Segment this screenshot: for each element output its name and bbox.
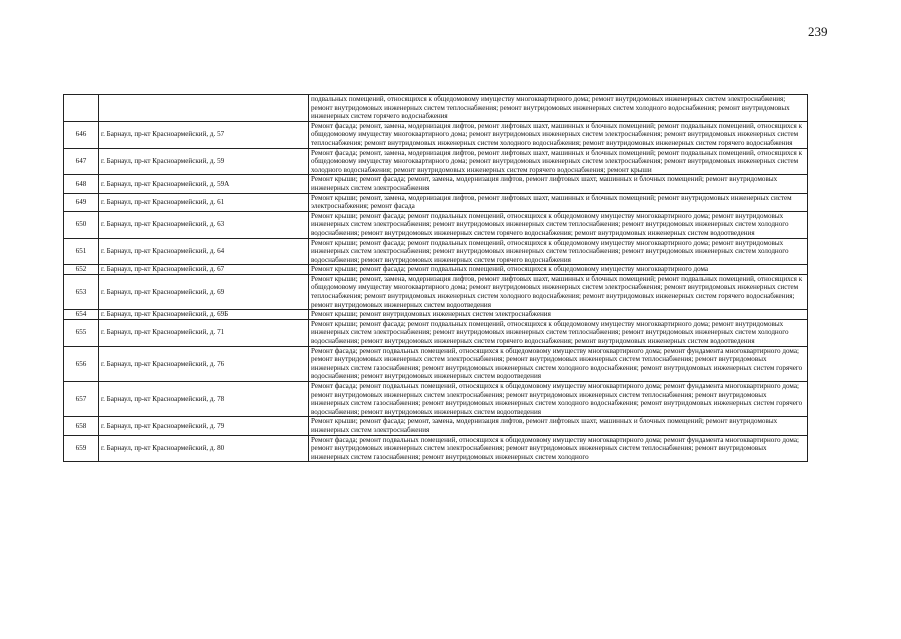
- row-address: [99, 95, 309, 122]
- row-address: г. Барнаул, пр-кт Красноармейский, д. 71: [99, 319, 309, 346]
- row-works: Ремонт фасада; ремонт подвальных помещений, относящихся к общедомовому имуществу многоквартирного дома; ремонт фундамента многоквартирного дома; ремонт внутридомовых инженерных систем электроснабжения; ремонт внутридомовых инженерных систем теплоснабжения; ремонт внутридомовых инженерных систем газоснабжения; ремонт внутридомовых инженерных систем холодного: [309, 435, 808, 462]
- table-row: [64, 265, 808, 275]
- row-number: 648: [64, 175, 99, 193]
- row-number: 651: [64, 238, 99, 265]
- row-number: 653: [64, 274, 99, 309]
- row-address: г. Барнаул, пр-кт Красноармейский, д. 61: [99, 193, 309, 211]
- row-works: Ремонт фасада; ремонт, замена, модернизация лифтов, ремонт лифтовых шахт, машинных и блочных помещений; ремонт подвальных помещений, относящихся к общедомовому имуществу многоквартирного дома; ремонт внутридомовых инженерных систем электроснабжения; ремонт внутридомовых инженерных систем теплоснабжения; ремонт внутридомовых инженерных систем холодного водоснабжения; ремонт внутридомовых инженерных систем горячего водоснабжения: [309, 121, 808, 148]
- row-number: 650: [64, 211, 99, 238]
- row-works: Ремонт крыши; ремонт фасада; ремонт подвальных помещений, относящихся к общедомовому имуществу многоквартирного дома: [309, 265, 808, 275]
- row-address: г. Барнаул, пр-кт Красноармейский, д. 64: [99, 238, 309, 265]
- row-works: Ремонт крыши; ремонт фасада; ремонт подвальных помещений, относящихся к общедомовому имуществу многоквартирного дома; ремонт внутридомовых инженерных систем электроснабжения; ремонт внутридомовых инженерных систем теплоснабжения; ремонт внутридомовых инженерных систем холодного водоснабжения; ремонт внутридомовых инженерных систем горячего водоснабжения; ремонт внутридомовых инженерных систем водоотведения: [309, 319, 808, 346]
- row-works: Ремонт крыши; ремонт фасада; ремонт подвальных помещений, относящихся к общедомовому имуществу многоквартирного дома; ремонт внутридомовых инженерных систем электроснабжения; ремонт внутридомовых инженерных систем теплоснабжения; ремонт внутридомовых инженерных систем холодного водоснабжения; ремонт внутридомовых инженерных систем горячего водоснабжения; ремонт внутридомовых инженерных систем водоотведения: [309, 211, 808, 238]
- row-address: г. Барнаул, пр-кт Красноармейский, д. 59А: [99, 175, 309, 193]
- row-works: Ремонт крыши; ремонт фасада; ремонт, замена, модернизация лифтов, ремонт лифтовых шахт, машинных и блочных помещений; ремонт внутридомовых инженерных систем электроснабжения: [309, 175, 808, 193]
- row-works: Ремонт крыши; ремонт фасада; ремонт подвальных помещений, относящихся к общедомовому имуществу многоквартирного дома; ремонт внутридомовых инженерных систем электроснабжения; ремонт внутридомовых инженерных систем теплоснабжения; ремонт внутридомовых инженерных систем холодного водоснабжения; ремонт внутридомовых инженерных систем горячего водоснабжения: [309, 238, 808, 265]
- table-row: [64, 95, 808, 122]
- table-row: [64, 319, 808, 346]
- row-number: 657: [64, 382, 99, 417]
- table-row: [64, 121, 808, 148]
- table-row: [64, 310, 808, 320]
- row-number: 646: [64, 121, 99, 148]
- table-row: [64, 148, 808, 175]
- row-address: г. Барнаул, пр-кт Красноармейский, д. 79: [99, 417, 309, 435]
- row-number: 652: [64, 265, 99, 275]
- table-row: [64, 238, 808, 265]
- row-works: Ремонт фасада; ремонт подвальных помещений, относящихся к общедомовому имуществу многоквартирного дома; ремонт фундамента многоквартирного дома; ремонт внутридомовых инженерных систем электроснабжения; ремонт внутридомовых инженерных систем теплоснабжения; ремонт внутридомовых инженерных систем газоснабжения; ремонт внутридомовых инженерных систем холодного водоснабжения; ремонт внутридомовых инженерных систем горячего водоснабжения; ремонт внутридомовых инженерных систем водоотведения: [309, 346, 808, 381]
- row-address: г. Барнаул, пр-кт Красноармейский, д. 69: [99, 274, 309, 309]
- page-number: 239: [808, 24, 828, 39]
- row-works: Ремонт крыши; ремонт внутридомовых инженерных систем электроснабжения: [309, 310, 808, 320]
- table-row: [64, 346, 808, 381]
- row-address: г. Барнаул, пр-кт Красноармейский, д. 69Б: [99, 310, 309, 320]
- table-row: [64, 435, 808, 462]
- row-number: [64, 95, 99, 122]
- table-row: [64, 175, 808, 193]
- row-address: г. Барнаул, пр-кт Красноармейский, д. 76: [99, 346, 309, 381]
- table-body: [64, 95, 808, 462]
- row-address: г. Барнаул, пр-кт Красноармейский, д. 57: [99, 121, 309, 148]
- row-address: г. Барнаул, пр-кт Красноармейский, д. 80: [99, 435, 309, 462]
- row-number: 654: [64, 310, 99, 320]
- table-row: [64, 274, 808, 309]
- row-number: 655: [64, 319, 99, 346]
- row-address: г. Барнаул, пр-кт Красноармейский, д. 63: [99, 211, 309, 238]
- row-works: Ремонт крыши; ремонт, замена, модернизация лифтов, ремонт лифтовых шахт, машинных и блочных помещений; ремонт подвальных помещений, относящихся к общедомовому имуществу многоквартирного дома; ремонт внутридомовых инженерных систем электроснабжения; ремонт внутридомовых инженерных систем теплоснабжения; ремонт внутридомовых инженерных систем холодного водоснабжения; ремонт внутридомовых инженерных систем горячего водоснабжения; ремонт внутридомовых инженерных систем водоотведения: [309, 274, 808, 309]
- row-number: 647: [64, 148, 99, 175]
- row-works: Ремонт фасада; ремонт подвальных помещений, относящихся к общедомовому имуществу многоквартирного дома; ремонт фундамента многоквартирного дома; ремонт внутридомовых инженерных систем электроснабжения; ремонт внутридомовых инженерных систем теплоснабжения; ремонт внутридомовых инженерных систем газоснабжения; ремонт внутридомовых инженерных систем холодного водоснабжения; ремонт внутридомовых инженерных систем горячего водоснабжения; ремонт внутридомовых инженерных систем водоотведения: [309, 382, 808, 417]
- works-table: [63, 94, 808, 462]
- row-works: Ремонт крыши; ремонт фасада; ремонт, замена, модернизация лифтов, ремонт лифтовых шахт, машинных и блочных помещений; ремонт внутридомовых инженерных систем электроснабжения: [309, 417, 808, 435]
- row-number: 658: [64, 417, 99, 435]
- row-number: 659: [64, 435, 99, 462]
- table-row: [64, 417, 808, 435]
- row-number: 656: [64, 346, 99, 381]
- row-address: г. Барнаул, пр-кт Красноармейский, д. 78: [99, 382, 309, 417]
- row-works: Ремонт фасада; ремонт, замена, модернизация лифтов, ремонт лифтовых шахт, машинных и блочных помещений; ремонт подвальных помещений, относящихся к общедомовому имуществу многоквартирного дома; ремонт внутридомовых инженерных систем электроснабжения; ремонт внутридомовых инженерных систем холодного водоснабжения; ремонт внутридомовых инженерных систем горячего водоснабжения; ремонт крыши: [309, 148, 808, 175]
- table-row: [64, 211, 808, 238]
- row-address: г. Барнаул, пр-кт Красноармейский, д. 67: [99, 265, 309, 275]
- table-row: [64, 382, 808, 417]
- table-row: [64, 193, 808, 211]
- row-works: подвальных помещений, относящихся к общедомовому имуществу многоквартирного дома; ремонт внутридомовых инженерных систем электроснабжения; ремонт внутридомовых инженерных систем теплоснабжения; ремонт внутридомовых инженерных систем холодного водоснабжения; ремонт внутридомовых инженерных систем горячего водоснабжения: [309, 95, 808, 122]
- row-address: г. Барнаул, пр-кт Красноармейский, д. 59: [99, 148, 309, 175]
- row-number: 649: [64, 193, 99, 211]
- row-works: Ремонт крыши; ремонт, замена, модернизация лифтов, ремонт лифтовых шахт, машинных и блочных помещений; ремонт внутридомовых инженерных систем электроснабжения; ремонт фасада: [309, 193, 808, 211]
